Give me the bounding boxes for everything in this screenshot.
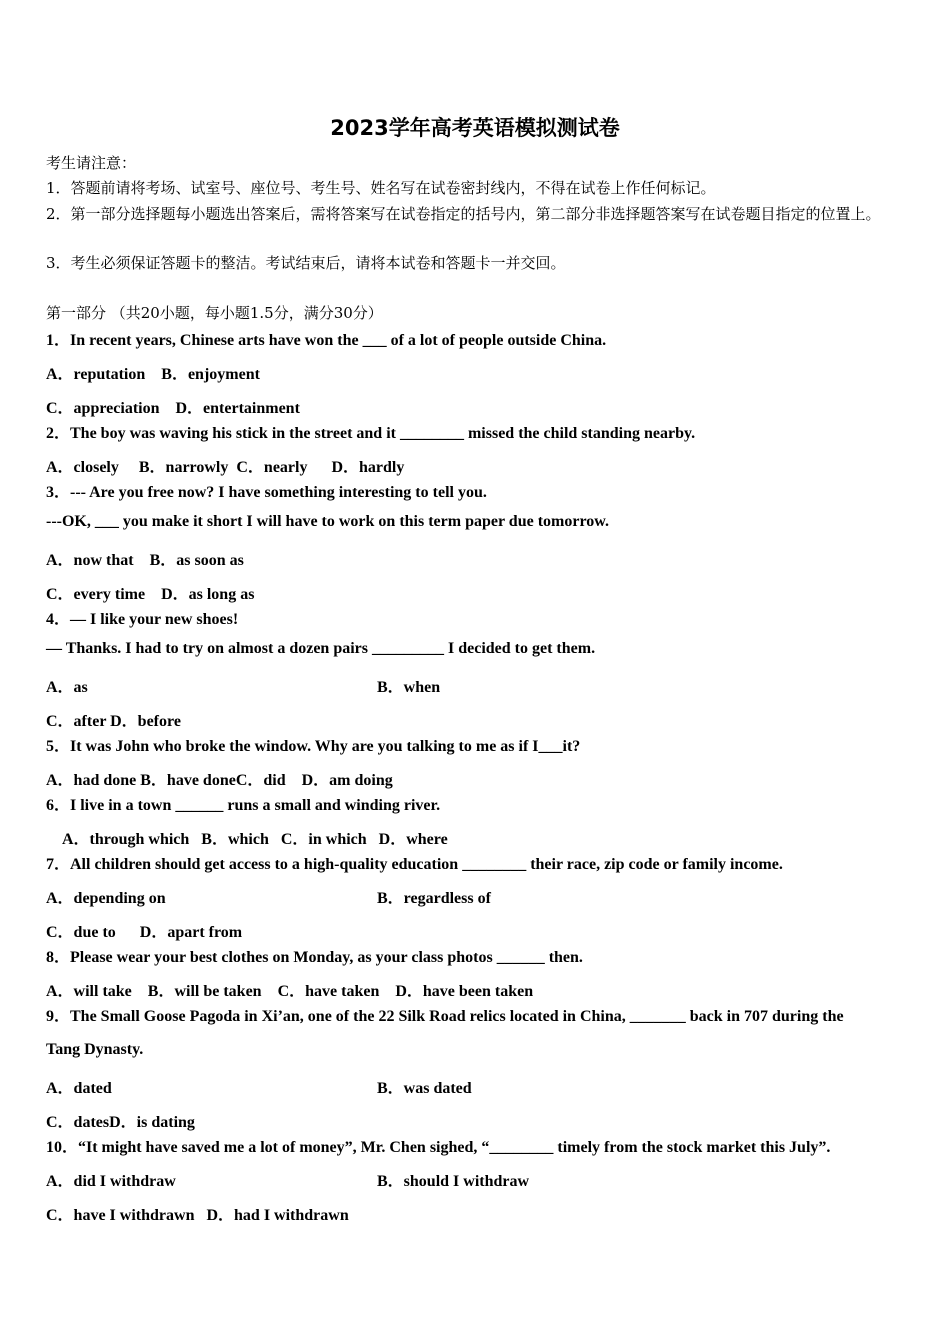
question-1-options-ab: A．reputation B．enjoyment	[46, 366, 260, 383]
notice-item-2: 2．第一部分选择题每小题选出答案后，需将答案写在试卷指定的括号内，第二部分非选择题答案写在试卷题目指定的位置上。	[46, 205, 881, 223]
question-10-stem: 10．“It might have saved me a lot of money”, Mr. Chen sighed, “________ timely from the stock market this July”.	[46, 1139, 831, 1156]
question-9-option-a: A．dated	[46, 1080, 112, 1097]
question-7-option-b: B．regardless of	[377, 890, 491, 907]
question-2-stem: 2．The boy was waving his stick in the street and it ________ missed the child standing nearby.	[46, 425, 696, 442]
question-3-stem: 3．--- Are you free now? I have something interesting to tell you.	[46, 484, 487, 501]
question-9-option-b: B．was dated	[377, 1080, 472, 1097]
question-4-options-cd: C．after D．before	[46, 713, 181, 730]
question-10-option-a: A．did I withdraw	[46, 1173, 176, 1190]
question-4-option-b: B．when	[377, 679, 441, 696]
question-6-options: A．through which B．which C．in which D．where	[62, 831, 448, 848]
question-10-options-cd: C．have I withdrawn D．had I withdrawn	[46, 1207, 349, 1224]
question-4-option-a: A．as	[46, 679, 88, 696]
question-9-stem: 9．The Small Goose Pagoda in Xi’an, one of the 22 Silk Road relics located in China, _______ back in 707 during the	[46, 1008, 844, 1025]
question-10-option-b: B．should I withdraw	[377, 1173, 530, 1190]
question-6-stem: 6．I live in a town ______ runs a small and winding river.	[46, 797, 441, 814]
question-3-stem-reply: ---OK, ___ you make it short I will have to work on this term paper due tomorrow.	[46, 513, 609, 530]
question-9-options-cd: C．datesD．is dating	[46, 1114, 195, 1131]
question-7-option-a: A．depending on	[46, 890, 166, 907]
question-8-options: A．will take B．will be taken C．have taken D．have been taken	[46, 983, 534, 1000]
question-7-stem: 7．All children should get access to a high-quality education ________ their race, zip code or family income.	[46, 856, 783, 873]
page-title: 2023学年高考英语模拟测试卷	[330, 116, 620, 140]
question-2-options: A．closely B．narrowly C．nearly D．hardly	[46, 459, 405, 476]
question-5-options: A．had done B．have doneC．did D．am doing	[46, 772, 393, 789]
notice-heading: 考生请注意：	[46, 154, 137, 172]
question-1-stem: 1．In recent years, Chinese arts have won the ___ of a lot of people outside China.	[46, 332, 607, 349]
question-9-stem-cont: Tang Dynasty.	[46, 1041, 144, 1058]
section-heading: 第一部分 （共20小题，每小题1.5分，满分30分）	[46, 304, 383, 322]
question-1-options-cd: C．appreciation D．entertainment	[46, 400, 300, 417]
question-4-stem-reply: — Thanks. I had to try on almost a dozen pairs _________ I decided to get them.	[46, 640, 596, 657]
notice-item-3: 3．考生必须保证答题卡的整洁。考试结束后，请将本试卷和答题卡一并交回。	[46, 254, 566, 272]
question-4-stem: 4．— I like your new shoes!	[46, 611, 239, 628]
question-3-options-cd: C．every time D．as long as	[46, 586, 255, 603]
question-8-stem: 8．Please wear your best clothes on Monday, as your class photos ______ then.	[46, 949, 583, 966]
question-7-options-cd: C．due to D．apart from	[46, 924, 243, 941]
notice-item-1: 1．答题前请将考场、试室号、座位号、考生号、姓名写在试卷密封线内，不得在试卷上作任何标记。	[46, 179, 716, 197]
question-3-options-ab: A．now that B．as soon as	[46, 552, 244, 569]
question-5-stem: 5．It was John who broke the window. Why are you talking to me as if I___it?	[46, 738, 581, 755]
